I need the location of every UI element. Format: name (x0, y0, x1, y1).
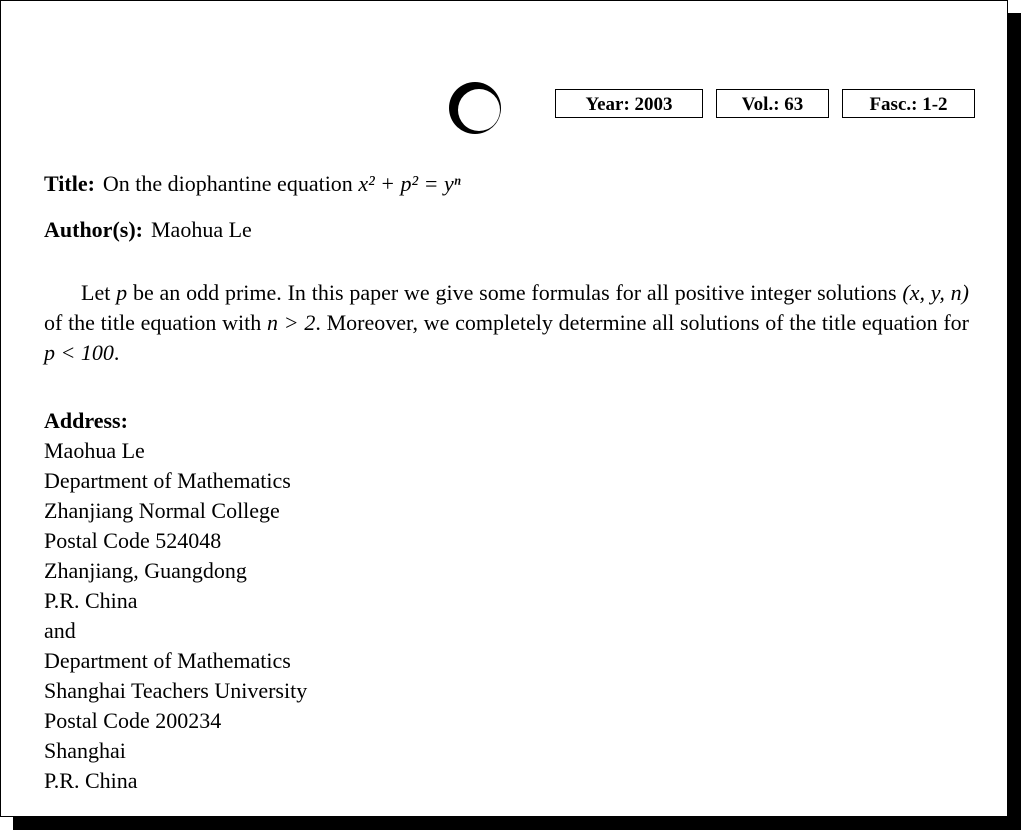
author-name: Maohua Le (151, 217, 252, 242)
address-line: Shanghai (44, 738, 126, 763)
address-line: P.R. China (44, 588, 138, 613)
title-field (44, 171, 461, 197)
author-label: Author(s): (44, 217, 143, 242)
year-badge: Year: 2003 (555, 89, 703, 118)
title-text: On the diophantine equation (102, 171, 353, 196)
abstract: Let p be an odd prime. In this paper we give some formulas for all positive integer solutions (x, y, n) of the title equation with n > 2. Moreover, we completely determine all solutions of the title equation for p < 100. (44, 280, 969, 365)
address-line: Department of Mathematics (44, 648, 291, 673)
address-line: Postal Code 200234 (44, 708, 222, 733)
title-equation: x² + p² = yⁿ (358, 171, 461, 196)
volume-badge: Vol.: 63 (716, 89, 829, 118)
address-block (44, 406, 307, 796)
address-label: Address: (44, 408, 128, 433)
address-line: Zhanjiang Normal College (44, 498, 280, 523)
author-field (44, 217, 252, 243)
address-line: Department of Mathematics (44, 468, 291, 493)
address-line: Postal Code 524048 (44, 528, 222, 553)
address-line: Zhanjiang, Guangdong (44, 558, 247, 583)
crescent-logo-icon (447, 80, 503, 136)
fascicle-badge: Fasc.: 1-2 (842, 89, 975, 118)
address-line: and (44, 618, 76, 643)
title-label: Title: (44, 171, 95, 196)
address-line: Shanghai Teachers University (44, 678, 308, 703)
address-line: Maohua Le (44, 438, 145, 463)
address-line: P.R. China (44, 768, 138, 793)
